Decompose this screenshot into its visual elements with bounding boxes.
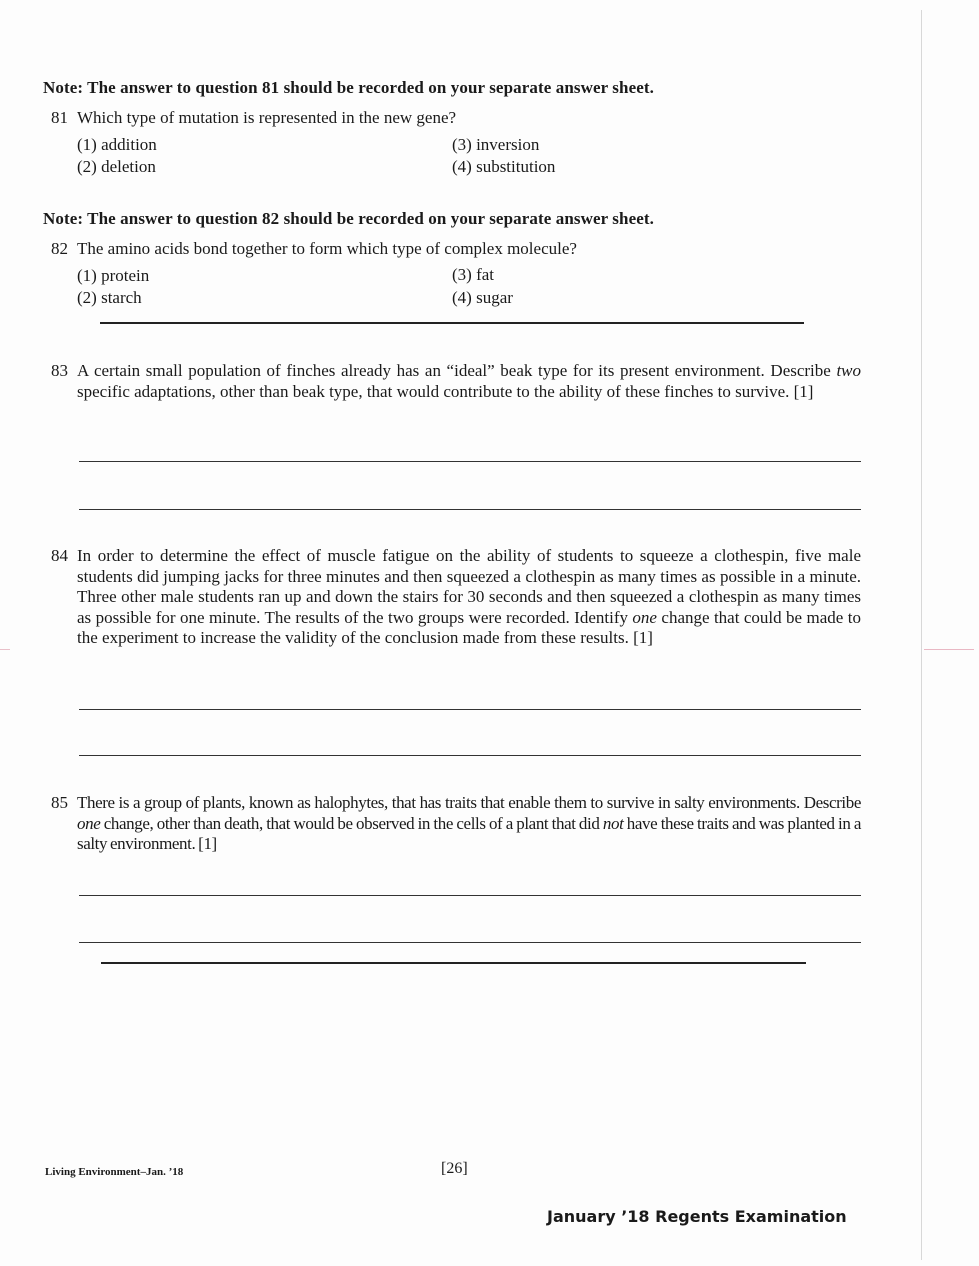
q85-emphasis-2: not — [602, 813, 624, 833]
page-edge-mark-left — [0, 649, 10, 650]
page-edge-mark — [924, 649, 974, 650]
q85-text-c: have these traits and was planted in a salty environment. [1] — [77, 813, 862, 853]
q85-text-b: change, other than death, that would be observed in the cells of a plant that did — [100, 813, 603, 833]
q84-answer-line-2[interactable] — [79, 755, 861, 756]
footer-series-title: January ’18 Regents Examination — [547, 1207, 847, 1226]
q84-number: 84 — [51, 546, 68, 565]
q82-option-3: (3) fat — [452, 265, 495, 284]
section-divider-top — [100, 322, 804, 324]
q81-option-2: (2) deletion — [77, 157, 156, 176]
q84-block — [51, 546, 861, 649]
q85-number: 85 — [51, 793, 68, 812]
q83-emphasis: two — [836, 361, 861, 380]
q81-option-3: (3) inversion — [452, 135, 540, 154]
q85-emphasis-1: one — [77, 813, 101, 833]
q81-option-4: (4) substitution — [452, 157, 556, 176]
q82-option-1: (1) protein — [77, 266, 150, 285]
q81-number: 81 — [51, 108, 68, 127]
q84-text — [77, 546, 861, 649]
q83-text-a: A certain small population of finches already has an “ideal” beak type for its present environment. Describe — [77, 361, 837, 380]
q85-block — [51, 793, 861, 855]
q81-question-text: Which type of mutation is represented in the new gene? — [77, 108, 457, 127]
q83-answer-line-1[interactable] — [79, 461, 861, 462]
footer-page-number: [26] — [441, 1160, 468, 1177]
q85-answer-line-1[interactable] — [79, 895, 861, 896]
section-divider-bottom — [101, 962, 806, 964]
footer-exam-label: Living Environment–Jan. ’18 — [45, 1166, 184, 1178]
q83-text — [77, 361, 861, 402]
q82-option-2: (2) starch — [77, 288, 142, 307]
q82-number: 82 — [51, 239, 68, 258]
page-edge-line — [921, 10, 922, 1260]
q82-question-text: The amino acids bond together to form which type of complex molecule? — [77, 239, 577, 258]
q81-option-1: (1) addition — [77, 135, 157, 154]
q82-option-4: (4) sugar — [452, 288, 513, 307]
q85-text — [77, 793, 861, 855]
q83-answer-line-2[interactable] — [79, 509, 861, 510]
q84-text-b: change that could be made to the experiment to increase the validity of the conclusion made from these results. [1] — [77, 607, 861, 647]
q84-emphasis: one — [632, 607, 657, 627]
q85-answer-line-2[interactable] — [79, 942, 861, 943]
q83-number: 83 — [51, 361, 68, 380]
q82-question — [51, 239, 577, 259]
q85-text-a: There is a group of plants, known as halophytes, that has traits that enable them to survive in salty environments. Describe — [77, 793, 861, 812]
q83-text-b: specific adaptations, other than beak type, that would contribute to the ability of these finches to survive. [1] — [77, 381, 814, 401]
q81-question — [51, 108, 456, 128]
q81-note: Note: The answer to question 81 should be recorded on your separate answer sheet. — [43, 78, 654, 97]
q83-block — [51, 361, 861, 402]
q84-answer-line-1[interactable] — [79, 709, 861, 710]
q84-text-a: In order to determine the effect of muscle fatigue on the ability of students to squeeze a clothespin, five male students did jumping jacks for three minutes and then squeezed a clothespin as many times as possible in a minute. Three other male students ran up and down the stairs for 30 seconds and then squeezed a clothespin as many times as possible for one minute. The results of the two groups were recorded. Identify — [77, 546, 861, 627]
q82-note: Note: The answer to question 82 should be recorded on your separate answer sheet. — [43, 209, 654, 228]
